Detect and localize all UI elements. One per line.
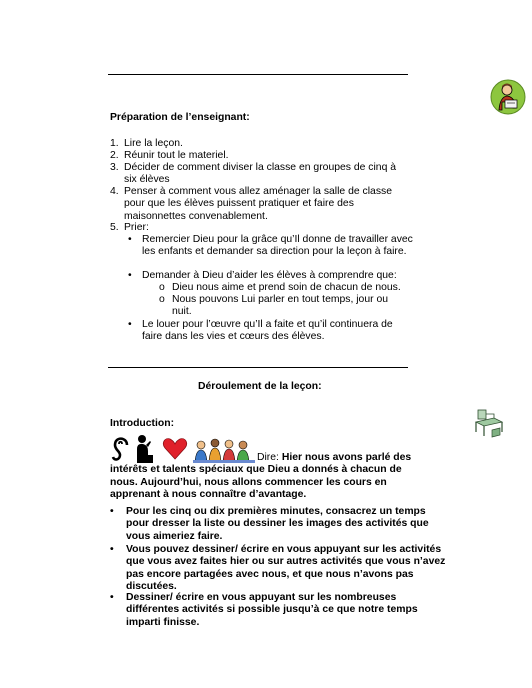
sub-bullet-2: o Nous pouvons Lui parler en tout temps, jour ou nuit.: [159, 294, 389, 318]
bullet-text: Remercier Dieu pour la grâce qu’Il donne de travailler avec les enfants et demander sa direction pour la leçon à faire.: [142, 234, 413, 258]
sub-bullet-text: Nous pouvons Lui parler en tout temps, jour ou nuit.: [172, 294, 389, 318]
prep-step-4: [110, 186, 402, 223]
prep-step-2: [110, 150, 410, 162]
prep-step-1: [110, 138, 410, 150]
step-text: Lire la leçon.: [124, 138, 183, 149]
middle-divider: [108, 367, 408, 368]
classroom-desk-icon: [472, 408, 506, 438]
sub-bullet-1: o Dieu nous aime et prend soin de chacun de nous.: [159, 282, 401, 293]
step-text: Réunir tout le materiel.: [124, 150, 229, 161]
step-text: Penser à comment vous allez aménager la salle de classe pour que les élèves puissent pratiquer et faire des maisonnettes convenablement.: [124, 186, 392, 222]
bullet-text: Pour les cinq ou dix premières minutes, consacrez un temps pour dresser la liste ou dessiner les images des activités que vous aimeriez faire.: [126, 506, 429, 542]
intro-heading: Introduction:: [110, 418, 175, 429]
step-number: 3.: [110, 162, 119, 173]
step-text: Prier:: [124, 222, 149, 233]
prep-step-5: [110, 222, 410, 234]
intro-bullet-1: • Pour les cinq ou dix premières minutes, consacrez un temps pour dresser la liste ou dessiner les images des activités que vous aimeriez faire.: [110, 506, 429, 542]
top-divider: [108, 74, 408, 75]
intro-bullet-2: • Vous pouvez dessiner/ écrire en vous appuyant sur les activités que vous avez faites hier ou sur autres activités que vous n’avez pas encore partagées avec nous, et que nous n’avons pas discutées.: [110, 544, 446, 593]
prayer-bullet-2: • Demander à Dieu d’aider les élèves à comprendre que:: [128, 270, 397, 281]
prep-step-3: [110, 162, 406, 187]
sub-bullet-text: Dieu nous aime et prend soin de chacun de nous.: [172, 282, 401, 293]
prayer-bullet-1: • Remercier Dieu pour la grâce qu’Il donne de travailler avec les enfants et demander sa direction pour la leçon à faire.: [128, 234, 413, 258]
bullet-text: Le louer pour l’œuvre qu’Il a faite et qu’il continuera de faire dans les vies et cœurs des élèves.: [142, 319, 393, 343]
intro-paragraph: [110, 452, 430, 502]
bullet-text: Vous pouvez dessiner/ écrire en vous appuyant sur les activités que vous avez faites hier ou sur autres activités que vous n’avez pas encore partagées avec nous, et que nous n’avons pas discutées.: [126, 544, 446, 593]
dire-label: Dire:: [257, 452, 279, 463]
dire-text: Hier nous avons parlé des intérêts et talents spéciaux que Dieu a donnés à chacun de nous. Aujourd’hui, nous allons commencer les cours en apprenant à nous connaître d’avantage.: [110, 452, 412, 501]
bullet-text: Dessiner/ écrire en vous appuyant sur les nombreuses différentes activités si possible jusqu’à ce que notre temps imparti finisse.: [126, 592, 418, 628]
intro-bullet-3: • Dessiner/ écrire en vous appuyant sur les nombreuses différentes activités si possible jusqu’à ce que notre temps imparti finisse.: [110, 592, 418, 628]
step-number: 4.: [110, 186, 119, 197]
step-number: 5.: [110, 222, 119, 233]
step-text: Décider de comment diviser la classe en groupes de cinq à six élèves: [124, 162, 397, 186]
prep-heading: Préparation de l’enseignant:: [110, 112, 250, 123]
teacher-prep-icon: [489, 78, 527, 116]
lesson-heading: Déroulement de la leçon:: [198, 381, 322, 392]
prayer-bullet-3: • Le louer pour l’œuvre qu’Il a faite et qu’il continuera de faire dans les vies et cœurs des élèves.: [128, 319, 393, 343]
step-number: 1.: [110, 138, 119, 149]
step-number: 2.: [110, 150, 119, 161]
bullet-text: Demander à Dieu d’aider les élèves à comprendre que:: [142, 270, 397, 281]
